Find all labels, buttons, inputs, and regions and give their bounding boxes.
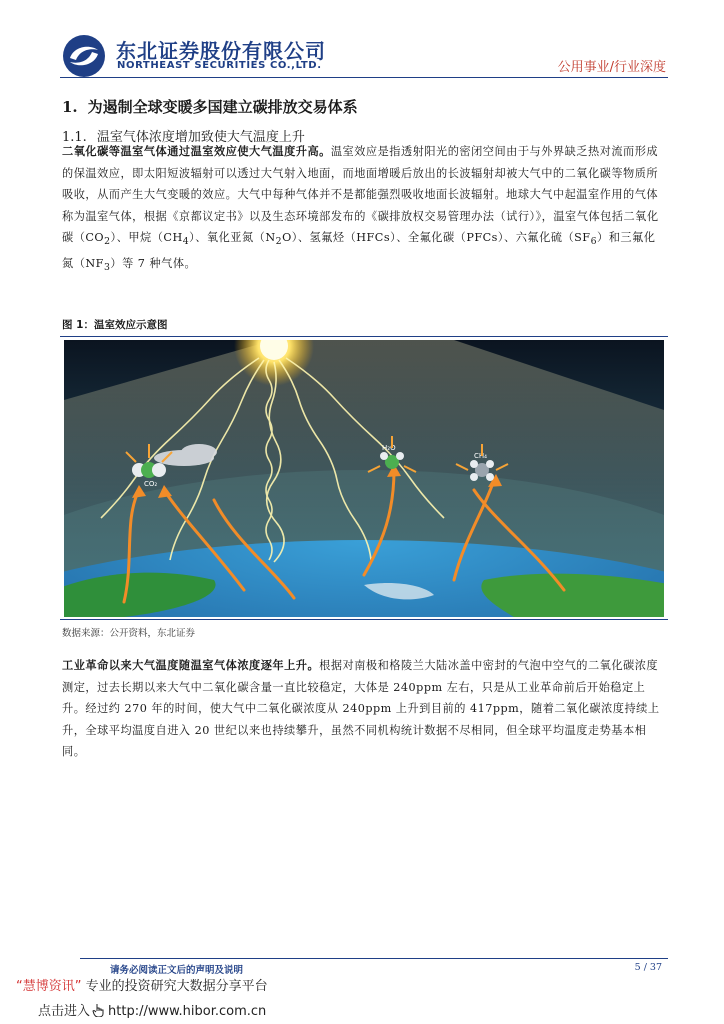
section-heading bbox=[62, 96, 358, 117]
co2-label: CO₂ bbox=[144, 480, 158, 488]
paragraph-lead: 二氧化碳等温室气体通过温室效应使大气温度升高。 bbox=[62, 145, 331, 158]
figure-caption: 图 1：温室效应示意图 bbox=[62, 319, 168, 331]
paragraph-text: ）、氧化亚氮（N bbox=[189, 231, 276, 244]
subscript: 2 bbox=[104, 236, 111, 248]
paragraph-text: O）、氢氟烃（HFCs）、全氟化碳（PFCs）、六氟化硫（SF bbox=[282, 231, 591, 244]
watermark-url-link[interactable]: http://www.hibor.com.cn bbox=[108, 1004, 267, 1019]
subscript: 6 bbox=[590, 236, 597, 248]
paragraph-lead: 工业革命以来大气温度随温室气体浓度逐年上升。 bbox=[62, 659, 320, 672]
figure-source: 数据来源：公开资料，东北证券 bbox=[62, 628, 196, 639]
paragraph-text: ）等 7 种气体。 bbox=[110, 256, 197, 270]
page-number: 5 / 37 bbox=[634, 962, 662, 973]
subscript: 3 bbox=[103, 261, 111, 273]
subsection-number: 1.1. bbox=[62, 130, 87, 145]
watermark-tagline: 专业的投资研究大数据分享平台 bbox=[81, 979, 268, 994]
company-logo bbox=[62, 34, 106, 78]
report-category: 公用事业/行业深度 bbox=[557, 60, 666, 75]
figure-bottom-divider bbox=[60, 619, 668, 620]
paragraph-greenhouse-effect bbox=[62, 141, 662, 278]
section-title: 为遏制全球变暖多国建立碳排放交易体系 bbox=[87, 98, 358, 116]
paragraph-text: 温室效应是指透射阳光的密闭空间由于与外界缺乏热对流而形成的保温效应，即太阳短波辐射可以透过大气射入地面，而地面增暖后放出的长波辐射却被大气中的二氧化碳等物质所吸收，从而产生大气变暖的效应。大气中每种气体并不是都能强烈吸收地面长波辐射。地球大气中起温室作用的气体称为温室气体，根据《京都议定书》以及生态环境部发布的《碳排放权交易管理办法（试行）》，温室气体包括二氧化碳（CO bbox=[62, 145, 659, 244]
figure-top-divider bbox=[60, 336, 668, 337]
footer-disclaimer: 请务必阅读正文后的声明及说明 bbox=[110, 965, 244, 976]
company-name-cn: 东北证券股份有限公司 bbox=[116, 39, 326, 63]
subscript: 2 bbox=[275, 236, 283, 248]
paragraph-text: 根据对南极和格陵兰大陆冰盖中密封的气泡中空气的二氧化碳浓度测定，过去长期以来大气中二氧化碳含量一直比较稳定，大体是 240ppm 左右，只是从工业革命前后开始稳定上升。经过约 270 年的时间，使大气中二氧化碳浓度从 240ppm 上升到目前的 417ppm，随着二氧化碳浓度持续上升，全球平均温度自进入 20 世纪以来也持续攀升，虽然不同机构统计数据不尽相同，但全球平均温度走势基本相同。 bbox=[62, 659, 660, 758]
watermark-link-line bbox=[38, 1000, 266, 1019]
section-number: 1. bbox=[62, 98, 78, 116]
header-divider bbox=[60, 77, 668, 78]
subscript: 4 bbox=[182, 236, 190, 248]
paragraph-temperature-rise bbox=[62, 655, 662, 763]
footer-divider bbox=[80, 958, 668, 959]
subsection-title: 温室气体浓度增加致使大气温度上升 bbox=[96, 130, 305, 145]
ch4-label: CH₄ bbox=[474, 452, 487, 460]
h2o-label: H₂O bbox=[382, 444, 396, 452]
paragraph-text: ）和三氟化氮（NF bbox=[62, 231, 656, 270]
watermark-link-prefix: 点击进入 bbox=[38, 1004, 91, 1019]
paragraph-text: ）、甲烷（CH bbox=[110, 231, 183, 244]
company-name-en: NORTHEAST SECURITIES CO.,LTD. bbox=[117, 60, 322, 71]
watermark-brand: “慧博资讯” bbox=[16, 979, 82, 994]
pointer-hand-icon bbox=[92, 1003, 106, 1017]
watermark-line bbox=[16, 975, 268, 994]
greenhouse-effect-illustration bbox=[64, 340, 664, 617]
